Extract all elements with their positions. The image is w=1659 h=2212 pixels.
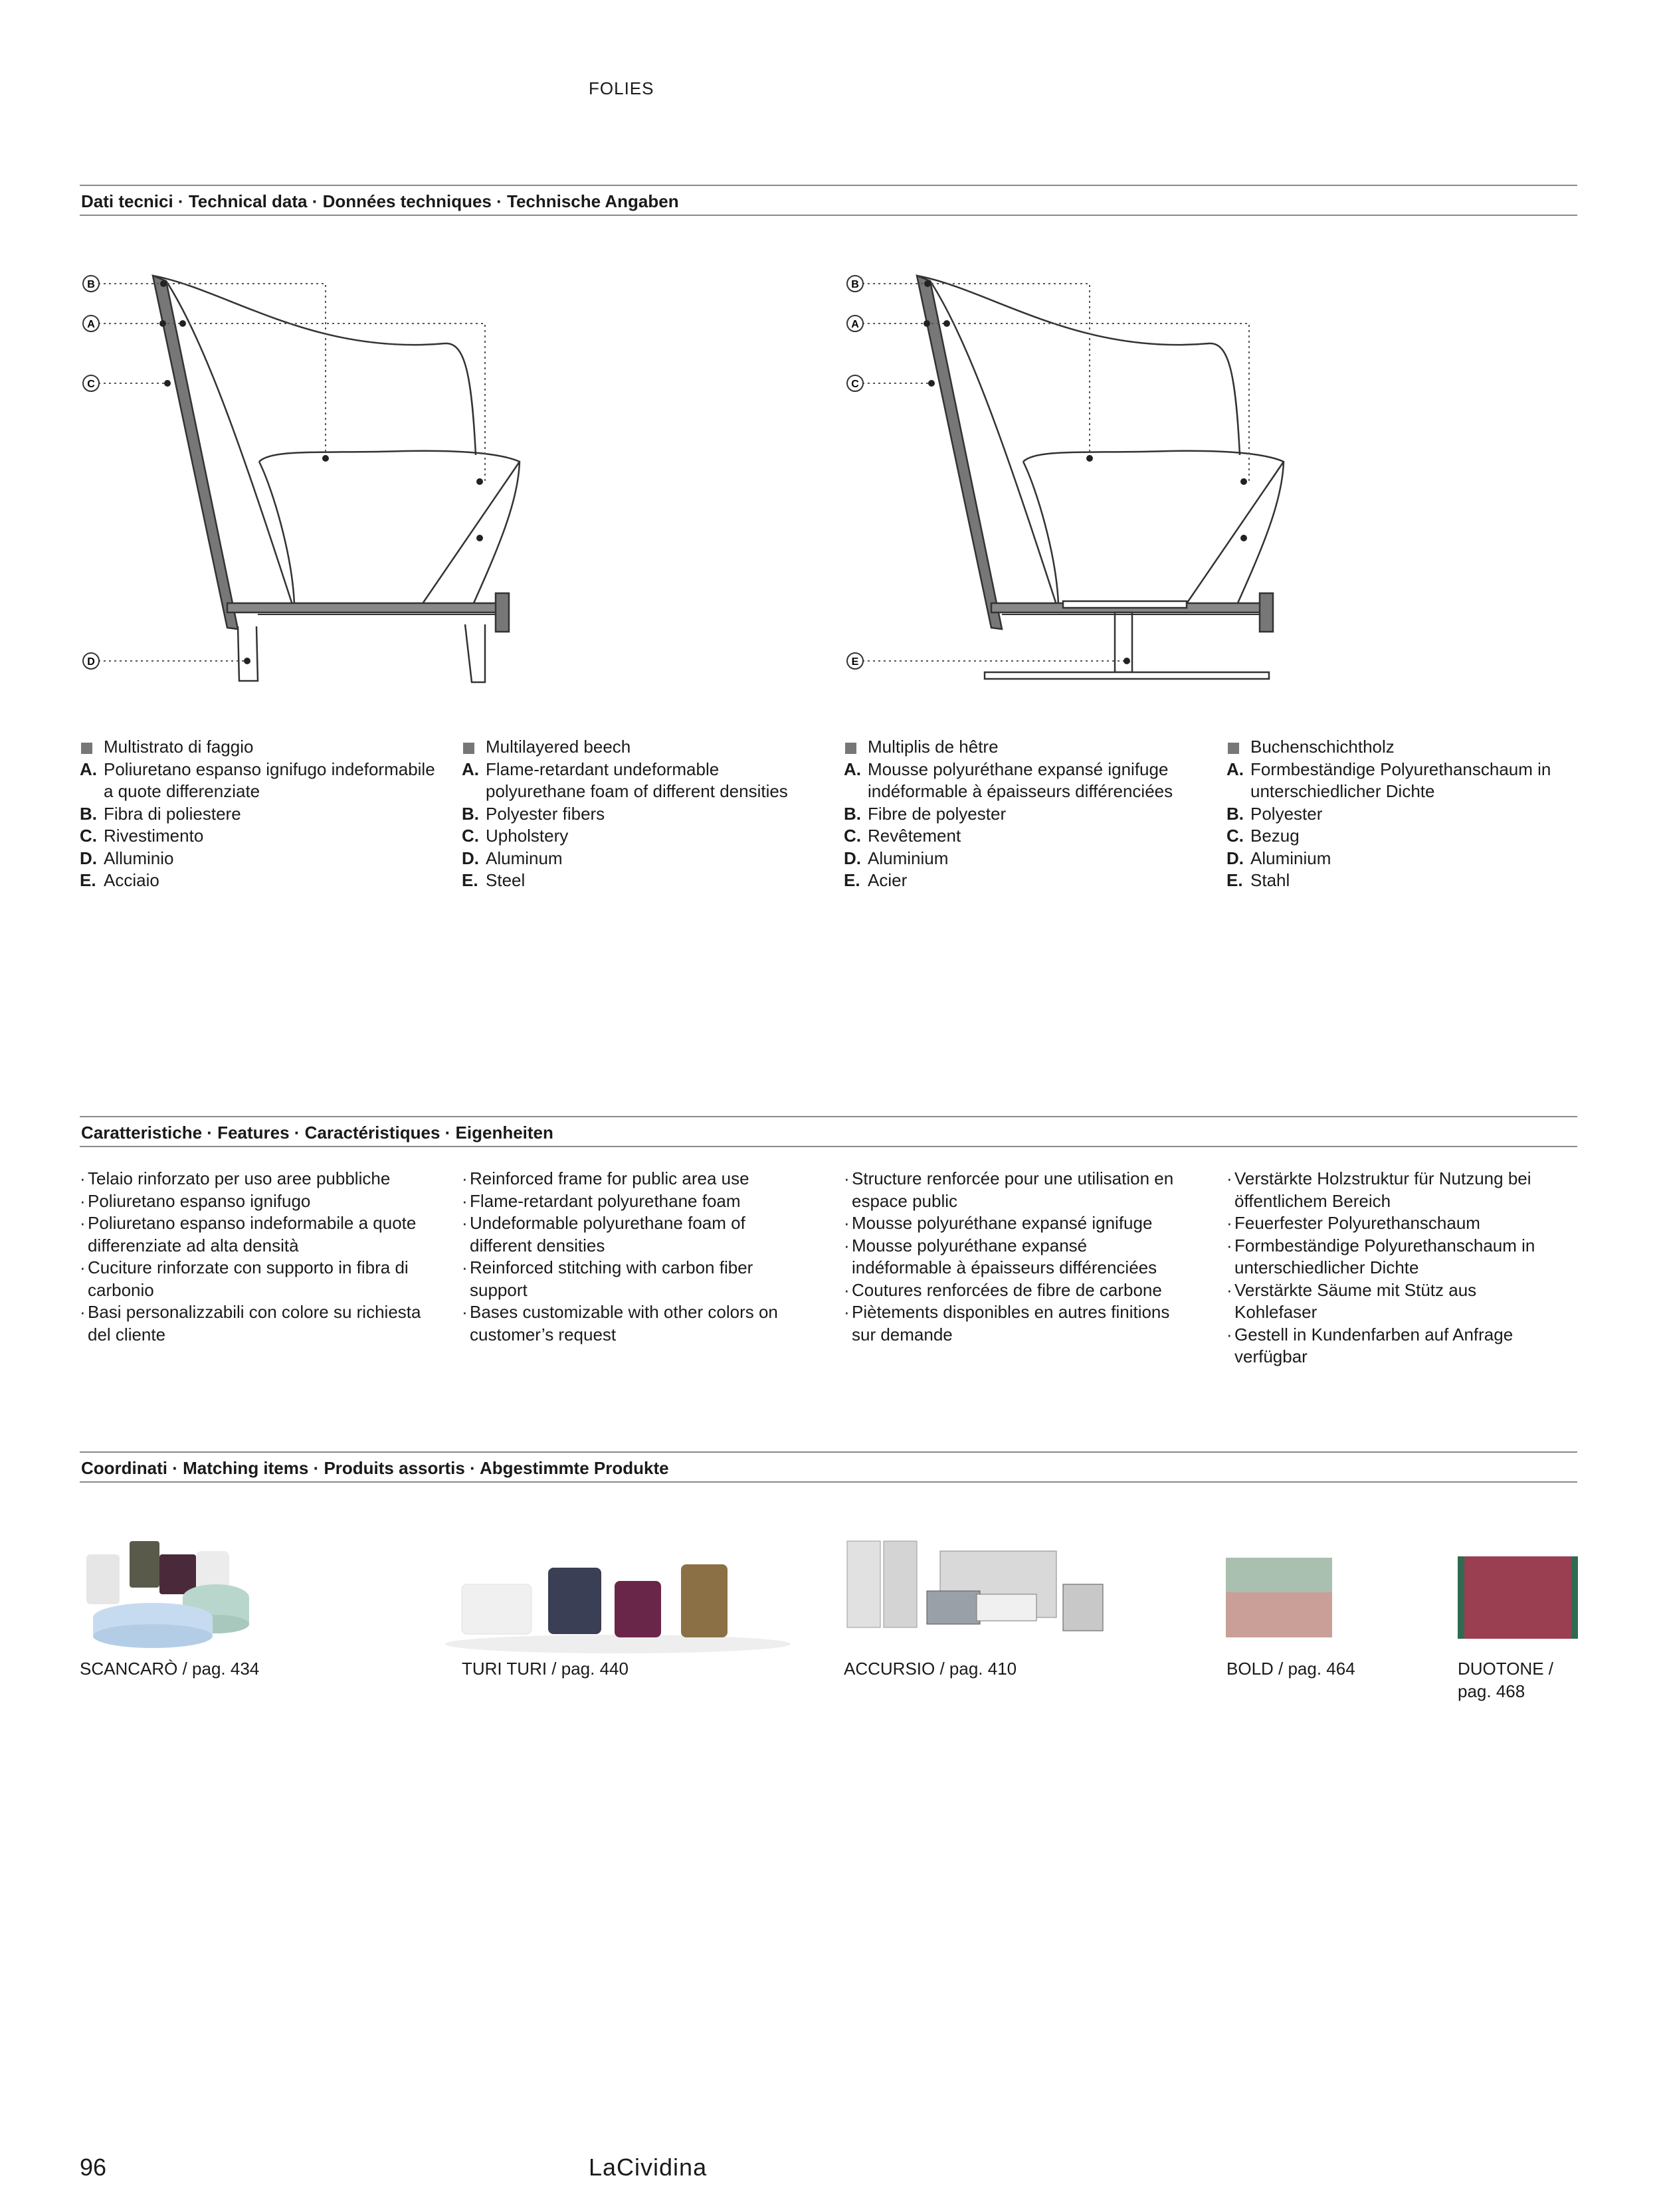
list-item: · Mousse polyuréthane expansé ignifuge [844,1213,1153,1233]
turi-turi-thumbnail [442,1548,794,1661]
callout-a: A [87,319,95,330]
list-item: · Reinforced frame for public area use [462,1168,749,1188]
list-item: · Undeformable polyurethane foam of different densities [462,1213,745,1255]
matching-item-caption: ACCURSIO / pag. 410 [844,1659,1017,1679]
page-number: 96 [80,2154,107,2181]
list-item: · Formbeständige Polyurethanschaum in unterschiedlicher Dichte [1226,1235,1535,1277]
materials-column-en: Multilayered beech A. Flame-retardant undeformable polyurethane foam of different densities B. Polyester fibers C. Upholstery D. Aluminum E. Steel [462,737,788,890]
list-item: · Poliuretano espanso ignifugo [80,1190,311,1211]
callout-b: B [851,279,859,290]
accursio-thumbnail [844,1538,1123,1644]
matching-item-caption: DUOTONE / pag. 468 [1458,1659,1553,1701]
matching-item-caption: BOLD / pag. 464 [1226,1659,1355,1679]
features-column-en [462,1168,794,1346]
callout-a: A [851,319,859,330]
list-item: · Telaio rinforzato per uso aree pubbliche [80,1168,391,1188]
callout-b: B [87,279,95,290]
list-item: · Piètements disponibles en autres finitions sur demande [844,1302,1170,1344]
list-item: · Feuerfester Polyurethanschaum [1226,1213,1480,1233]
features-column-fr [844,1168,1189,1346]
materials-column-fr: Multiplis de hêtre A. Mousse polyuréthane expansé ignifuge indéformable à épaisseurs différenciées B. Fibre de polyester C. Revêtement D. Aluminium E. Acier [844,737,1173,890]
list-item: · Reinforced stitching with carbon fiber support [462,1257,753,1300]
brand-name: LaCividina [589,2154,708,2181]
materials-column-it: Multistrato di faggio A. Poliuretano espanso ignifugo indeformabile a quote differenziate B. Fibra di poliestere C. Rivestimento D. Alluminio E. Acciaio [80,737,435,890]
callout-c: C [87,379,95,390]
features-column-it [80,1168,439,1346]
callout-d: D [87,656,95,668]
list-item: · Basi personalizzabili con colore su richiesta del cliente [80,1302,421,1344]
duotone-rug-thumbnail [1456,1554,1579,1641]
features-heading: Caratteristiche · Features · Caractéristiques · Eigenheiten [80,1116,1577,1147]
features-column-de [1226,1168,1545,1368]
callout-e: E [851,656,859,668]
list-item: · Poliuretano espanso indeformabile a quote differenziate ad alta densità [80,1213,417,1255]
callout-c: C [851,379,859,390]
list-item: · Gestell in Kundenfarben auf Anfrage verfügbar [1226,1324,1513,1366]
list-item: · Verstärkte Holzstruktur für Nutzung bei öffentlichem Bereich [1226,1168,1531,1211]
technical-data-heading: Dati tecnici · Technical data · Données techniques · Technische Angaben [80,185,1577,216]
chair-diagram-aluminium-legs [73,262,538,694]
list-item: · Bases customizable with other colors on customer’s request [462,1302,778,1344]
matching-item-caption: SCANCARÒ / pag. 434 [80,1659,260,1679]
materials-column-de: Buchenschichtholz A. Formbeständige Polyurethanschaum in unterschiedlicher Dichte B. Polyester C. Bezug D. Aluminium E. Stahl [1226,737,1551,890]
page-title: FOLIES [589,78,654,98]
matching-items-heading: Coordinati · Matching items · Produits assortis · Abgestimmte Produkte [80,1451,1577,1483]
bold-rug-thumbnail [1222,1554,1335,1641]
list-item: · Structure renforcée pour une utilisation en espace public [844,1168,1174,1211]
list-item: · Verstärkte Säume mit Stütz aus Kohlefaser [1226,1279,1477,1322]
list-item: · Flame-retardant polyurethane foam [462,1190,741,1211]
matching-item-caption: TURI TURI / pag. 440 [462,1659,629,1679]
chair-diagram-steel-swivel-base [837,262,1302,694]
scancaro-thumbnail [80,1534,279,1654]
list-item: · Coutures renforcées de fibre de carbone [844,1279,1162,1300]
list-item: · Cuciture rinforzate con supporto in fibra di carbonio [80,1257,409,1300]
list-item: · Mousse polyuréthane expansé indéformable à épaisseurs différenciées [844,1235,1157,1277]
